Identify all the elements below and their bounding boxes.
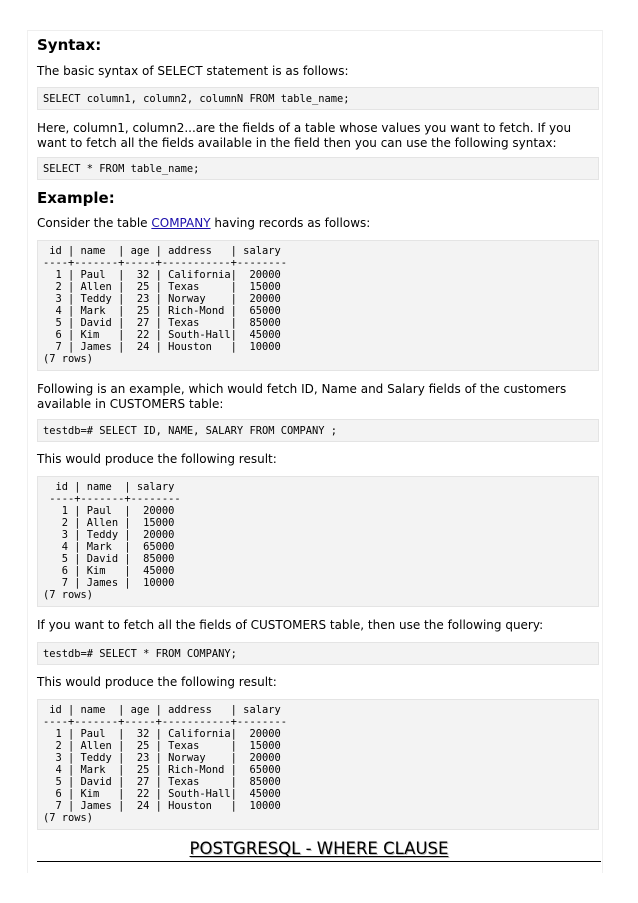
example-intro-after: having records as follows: [210,216,371,230]
example-heading: Example: [37,189,115,207]
title-rule [37,861,601,862]
next-chapter-title: POSTGRESQL - WHERE CLAUSE [189,839,449,858]
example-intro [37,216,599,231]
result-intro-2: This would produce the following result: [37,675,277,689]
fetch-description: Following is an example, which would fetch ID, Name and Salary fields of the customers available in CUSTOMERS table: [37,382,567,411]
result-intro-1: This would produce the following result: [37,452,277,466]
syntax-heading: Syntax: [37,36,102,54]
select-id-result-block: id | name | salary ----+-------+-------- 1 | Paul | 20000 2 | Allen | 15000 3 | Teddy | 20000 4 | Mark | 65000 5 | David | 85000 6 | Kim | 45000 7 | James | 10000 (7 rows) [37,476,599,607]
select-all-result-block: id | name | age | address | salary ----+-------+-----+-----------+-------- 1 | Paul | 32 | California| 20000 2 | Allen | 25 | Texas | 15000 3 | Teddy | 23 | Norway | 20000 4 | Mark | 25 | Rich-Mond | 65000 5 | David | 27 | Texas | 85000 6 | Kim | 22 | South-Hall| 45000 7 | James | 24 | Houston | 10000 (7 rows) [37,699,599,830]
select-all-query-block: testdb=# SELECT * FROM COMPANY; [37,642,599,665]
syntax-code-block: SELECT column1, column2, columnN FROM table_name; [37,87,599,110]
syntax-explanation: Here, column1, column2...are the fields of a table whose values you want to fetch. If you want to fetch all the fields available in the field then you can use the following syntax: [37,121,572,150]
company-table-block: id | name | age | address | salary ----+-------+-----+-----------+-------- 1 | Paul | 32 | California| 20000 2 | Allen | 25 | Texas | 15000 3 | Teddy | 23 | Norway | 20000 4 | Mark | 25 | Rich-Mond | 65000 5 | David | 27 | Texas | 85000 6 | Kim | 22 | South-Hall| 45000 7 | James | 24 | Houston | 10000 (7 rows) [37,240,599,371]
example-intro-before: Consider the table [37,216,152,230]
select-all-code-block: SELECT * FROM table_name; [37,157,599,180]
syntax-intro: The basic syntax of SELECT statement is as follows: [37,64,349,78]
select-id-query-block: testdb=# SELECT ID, NAME, SALARY FROM COMPANY ; [37,419,599,442]
company-link[interactable]: COMPANY [151,216,211,230]
all-fields-description: If you want to fetch all the fields of CUSTOMERS table, then use the following query: [37,618,544,632]
